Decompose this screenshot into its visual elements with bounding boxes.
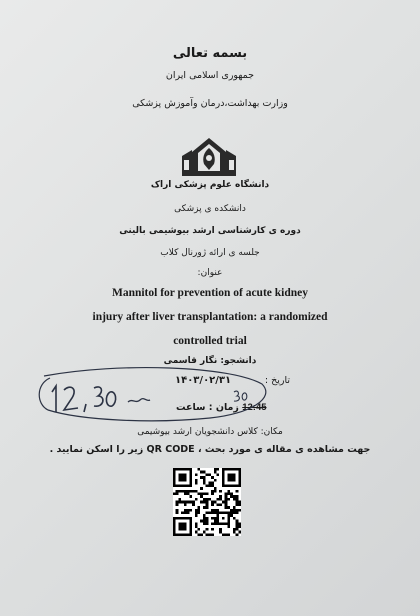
time-line [176,402,267,413]
bismillah-heading: بسمه تعالی [172,46,248,61]
ministry-line: وزارت بهداشت،درمان وآموزش پزشکی [132,98,288,109]
article-title-line-1: Mannitol for prevention of acute kidney [111,287,309,299]
republic-line: جمهوری اسلامی ایران [165,70,255,81]
time-label: زمان : ساعت [176,402,239,413]
session-title: جلسه ی ارائه ژورنال کلاب [160,248,260,258]
article-title-line-2: injury after liver transplantation: a randomized [92,311,328,323]
student-name: دانشجو: نگار قاسمی [163,356,257,366]
date-value: ۱۴۰۳/۰۲/۳۱ [175,375,232,386]
qr-code-icon[interactable] [173,468,241,536]
university-name: دانشگاه علوم پزشکی اراک [150,180,270,190]
article-title-line-3: controlled trial [173,335,247,347]
course-name: دوره ی کارشناسی ارشد بیوشیمی بالینی [119,226,301,236]
faculty-name: دانشکده ی پزشکی [174,204,246,214]
subject-label: عنوان: [197,268,223,278]
venue-line: مکان: کلاس دانشجویان ارشد بیوشیمی [137,427,283,437]
date-label: تاریخ : [264,375,290,386]
arak-university-emblem-icon [180,136,238,180]
time-value: 12:45 [242,402,267,413]
qr-instruction: جهت مشاهده ی مقاله ی مورد بحث ، QR CODE زیر را اسکن نمایید . [49,444,371,455]
